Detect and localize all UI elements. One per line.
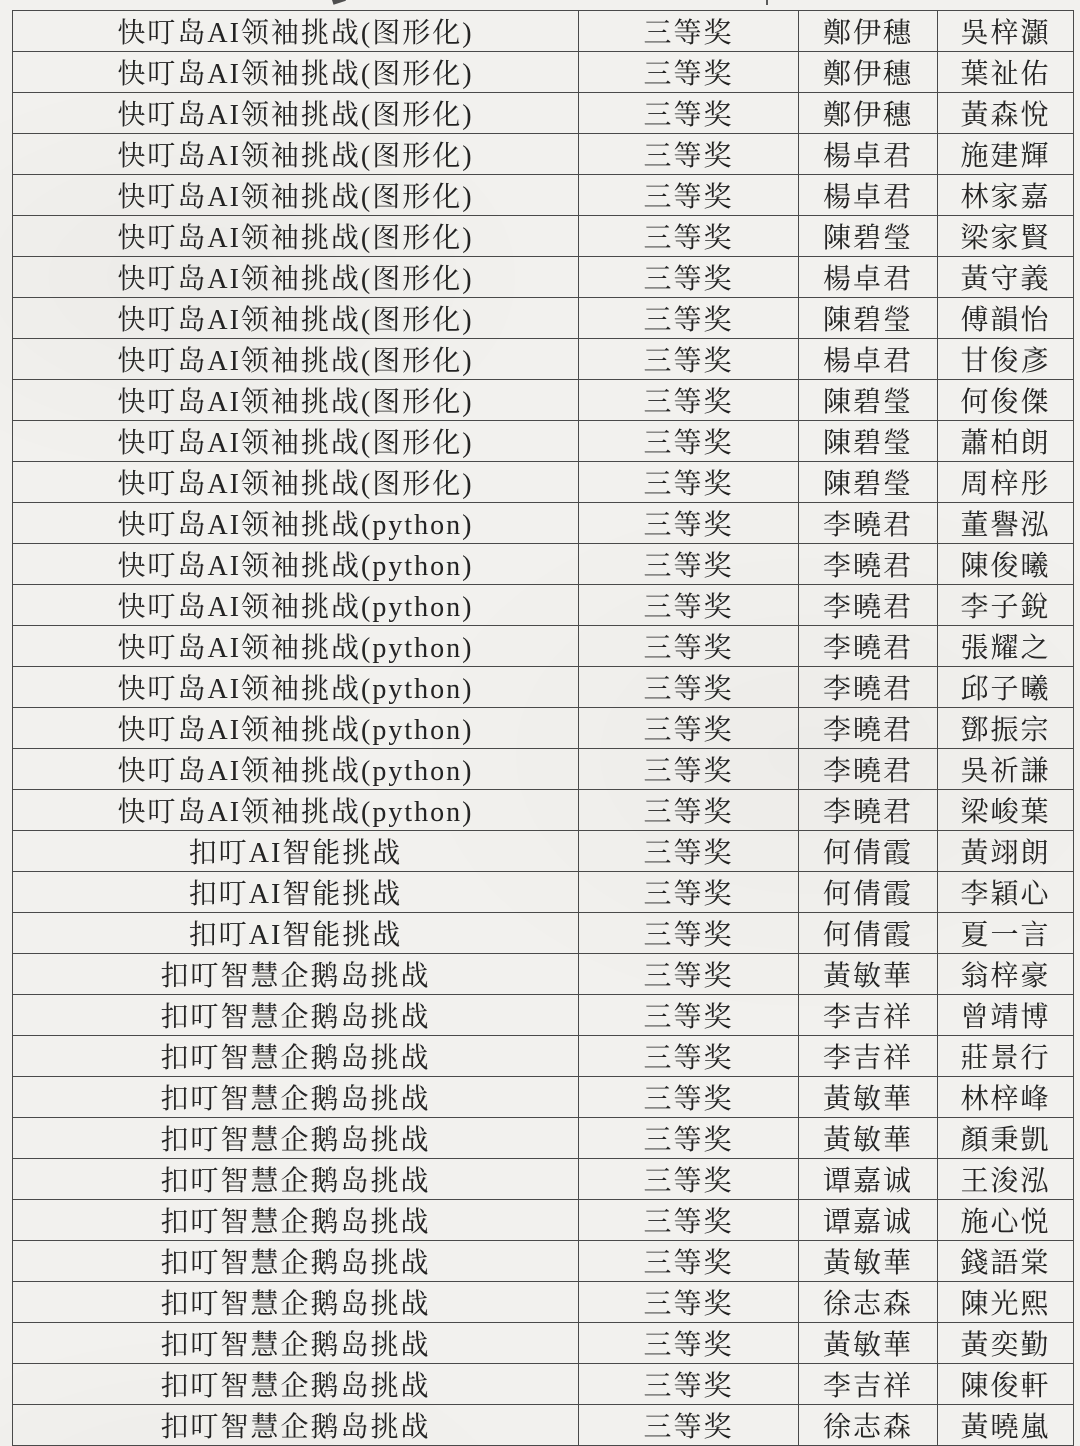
cell-student-name: 陳俊軒 — [938, 1364, 1074, 1405]
cell-teacher-name: 楊卓君 — [799, 339, 938, 380]
cell-competition-name: 快叮岛AI领袖挑战(图形化) — [13, 462, 579, 503]
cell-award-level: 三等奖 — [579, 1118, 799, 1159]
table-row — [13, 585, 1074, 626]
cell-competition-name: 快叮岛AI领袖挑战(图形化) — [13, 134, 579, 175]
table-row — [13, 298, 1074, 339]
table-row — [13, 626, 1074, 667]
cell-award-level: 三等奖 — [579, 544, 799, 585]
cell-student-name: 李穎心 — [938, 872, 1074, 913]
cell-teacher-name: 徐志森 — [799, 1282, 938, 1323]
cell-award-level: 三等奖 — [579, 216, 799, 257]
cell-teacher-name: 黃敏華 — [799, 1077, 938, 1118]
cell-competition-name: 快叮岛AI领袖挑战(图形化) — [13, 298, 579, 339]
cell-award-level: 三等奖 — [579, 954, 799, 995]
cell-student-name: 葉祉佑 — [938, 52, 1074, 93]
cell-student-name: 翁梓豪 — [938, 954, 1074, 995]
cell-student-name: 林梓峰 — [938, 1077, 1074, 1118]
cell-student-name: 施心悦 — [938, 1200, 1074, 1241]
cell-award-level: 三等奖 — [579, 1200, 799, 1241]
table-row — [13, 1282, 1074, 1323]
cell-competition-name: 扣叮智慧企鹅岛挑战 — [13, 1036, 579, 1077]
cell-award-level: 三等奖 — [579, 995, 799, 1036]
cell-award-level: 三等奖 — [579, 175, 799, 216]
table-row — [13, 134, 1074, 175]
cell-student-name: 曾靖博 — [938, 995, 1074, 1036]
cell-award-level: 三等奖 — [579, 626, 799, 667]
cell-student-name: 施建輝 — [938, 134, 1074, 175]
cell-teacher-name: 鄭伊穗 — [799, 52, 938, 93]
cell-teacher-name: 李曉君 — [799, 790, 938, 831]
table-row — [13, 667, 1074, 708]
cell-teacher-name: 何倩霞 — [799, 913, 938, 954]
cell-competition-name: 快叮岛AI领袖挑战(图形化) — [13, 421, 579, 462]
cell-teacher-name: 陳碧瑩 — [799, 421, 938, 462]
cell-award-level: 三等奖 — [579, 503, 799, 544]
cell-teacher-name: 鄭伊穗 — [799, 93, 938, 134]
cell-student-name: 莊景行 — [938, 1036, 1074, 1077]
cell-competition-name: 扣叮智慧企鹅岛挑战 — [13, 1323, 579, 1364]
cell-student-name: 梁峻葉 — [938, 790, 1074, 831]
cropped-row-remnant-tick — [766, 0, 768, 5]
cell-student-name: 吳梓灝 — [938, 11, 1074, 52]
cell-student-name: 黃森悅 — [938, 93, 1074, 134]
cell-competition-name: 扣叮智慧企鹅岛挑战 — [13, 954, 579, 995]
cell-teacher-name: 李曉君 — [799, 544, 938, 585]
cell-competition-name: 扣叮AI智能挑战 — [13, 913, 579, 954]
cell-teacher-name: 黃敏華 — [799, 1241, 938, 1282]
table-row — [13, 421, 1074, 462]
cell-student-name: 陳俊曦 — [938, 544, 1074, 585]
cell-teacher-name: 李吉祥 — [799, 1036, 938, 1077]
table-row — [13, 216, 1074, 257]
cell-award-level: 三等奖 — [579, 831, 799, 872]
cell-competition-name: 快叮岛AI领袖挑战(图形化) — [13, 257, 579, 298]
cell-student-name: 黃曉嵐 — [938, 1405, 1074, 1446]
cell-teacher-name: 李曉君 — [799, 667, 938, 708]
cell-competition-name: 扣叮智慧企鹅岛挑战 — [13, 1118, 579, 1159]
cell-student-name: 傅韻怡 — [938, 298, 1074, 339]
table-row — [13, 175, 1074, 216]
cell-student-name: 何俊傑 — [938, 380, 1074, 421]
cell-competition-name: 扣叮智慧企鹅岛挑战 — [13, 1159, 579, 1200]
table-row — [13, 790, 1074, 831]
table-row — [13, 380, 1074, 421]
cell-competition-name: 快叮岛AI领袖挑战(python) — [13, 708, 579, 749]
cell-competition-name: 扣叮智慧企鹅岛挑战 — [13, 995, 579, 1036]
cell-student-name: 周梓彤 — [938, 462, 1074, 503]
cell-award-level: 三等奖 — [579, 1364, 799, 1405]
cell-competition-name: 快叮岛AI领袖挑战(python) — [13, 790, 579, 831]
table-row — [13, 257, 1074, 298]
cell-award-level: 三等奖 — [579, 257, 799, 298]
cell-student-name: 甘俊彥 — [938, 339, 1074, 380]
cell-teacher-name: 黃敏華 — [799, 954, 938, 995]
cell-award-level: 三等奖 — [579, 1077, 799, 1118]
cell-student-name: 錢語棠 — [938, 1241, 1074, 1282]
cell-teacher-name: 陳碧瑩 — [799, 380, 938, 421]
table-row — [13, 749, 1074, 790]
cell-award-level: 三等奖 — [579, 1323, 799, 1364]
cell-teacher-name: 李曉君 — [799, 708, 938, 749]
cell-award-level: 三等奖 — [579, 1405, 799, 1446]
cell-competition-name: 快叮岛AI领袖挑战(图形化) — [13, 216, 579, 257]
table-row — [13, 1200, 1074, 1241]
table-row — [13, 995, 1074, 1036]
table-row — [13, 708, 1074, 749]
cell-student-name: 林家嘉 — [938, 175, 1074, 216]
table-row — [13, 339, 1074, 380]
cell-competition-name: 快叮岛AI领袖挑战(python) — [13, 749, 579, 790]
cell-student-name: 夏一言 — [938, 913, 1074, 954]
cell-competition-name: 扣叮AI智能挑战 — [13, 831, 579, 872]
cell-student-name: 梁家賢 — [938, 216, 1074, 257]
cell-student-name: 蕭柏朗 — [938, 421, 1074, 462]
cell-teacher-name: 黃敏華 — [799, 1118, 938, 1159]
cell-teacher-name: 鄭伊穗 — [799, 11, 938, 52]
table-row — [13, 1077, 1074, 1118]
cell-award-level: 三等奖 — [579, 667, 799, 708]
cell-award-level: 三等奖 — [579, 872, 799, 913]
cell-student-name: 黃翊朗 — [938, 831, 1074, 872]
cell-student-name: 黃守義 — [938, 257, 1074, 298]
awards-table-body — [13, 11, 1074, 1446]
cell-award-level: 三等奖 — [579, 585, 799, 626]
cell-student-name: 黃奕勤 — [938, 1323, 1074, 1364]
cell-teacher-name: 陳碧瑩 — [799, 298, 938, 339]
table-row — [13, 872, 1074, 913]
cell-award-level: 三等奖 — [579, 52, 799, 93]
table-row — [13, 1241, 1074, 1282]
cell-award-level: 三等奖 — [579, 462, 799, 503]
cell-teacher-name: 楊卓君 — [799, 134, 938, 175]
cell-competition-name: 扣叮智慧企鹅岛挑战 — [13, 1405, 579, 1446]
cell-competition-name: 快叮岛AI领袖挑战(python) — [13, 503, 579, 544]
cell-student-name: 王浚泓 — [938, 1159, 1074, 1200]
cell-teacher-name: 李吉祥 — [799, 995, 938, 1036]
cell-teacher-name: 谭嘉诚 — [799, 1159, 938, 1200]
cell-student-name: 陳光熙 — [938, 1282, 1074, 1323]
table-row — [13, 11, 1074, 52]
cell-teacher-name: 谭嘉诚 — [799, 1200, 938, 1241]
table-row — [13, 462, 1074, 503]
cell-award-level: 三等奖 — [579, 790, 799, 831]
cell-student-name: 李子銳 — [938, 585, 1074, 626]
cell-award-level: 三等奖 — [579, 339, 799, 380]
cell-student-name: 鄧振宗 — [938, 708, 1074, 749]
cell-student-name: 張耀之 — [938, 626, 1074, 667]
cell-competition-name: 快叮岛AI领袖挑战(图形化) — [13, 52, 579, 93]
cell-competition-name: 扣叮智慧企鹅岛挑战 — [13, 1364, 579, 1405]
cell-teacher-name: 李吉祥 — [799, 1364, 938, 1405]
table-row — [13, 1364, 1074, 1405]
table-row — [13, 503, 1074, 544]
cell-competition-name: 快叮岛AI领袖挑战(图形化) — [13, 11, 579, 52]
cell-competition-name: 快叮岛AI领袖挑战(python) — [13, 626, 579, 667]
cell-student-name: 董譽泓 — [938, 503, 1074, 544]
cell-award-level: 三等奖 — [579, 1282, 799, 1323]
cell-award-level: 三等奖 — [579, 913, 799, 954]
cell-teacher-name: 何倩霞 — [799, 831, 938, 872]
cell-teacher-name: 楊卓君 — [799, 175, 938, 216]
cell-teacher-name: 何倩霞 — [799, 872, 938, 913]
cell-award-level: 三等奖 — [579, 298, 799, 339]
cell-teacher-name: 陳碧瑩 — [799, 462, 938, 503]
cell-competition-name: 扣叮智慧企鹅岛挑战 — [13, 1077, 579, 1118]
table-row — [13, 544, 1074, 585]
cell-competition-name: 快叮岛AI领袖挑战(图形化) — [13, 93, 579, 134]
cell-award-level: 三等奖 — [579, 11, 799, 52]
table-row — [13, 1323, 1074, 1364]
cell-teacher-name: 陳碧瑩 — [799, 216, 938, 257]
cell-award-level: 三等奖 — [579, 380, 799, 421]
cell-award-level: 三等奖 — [579, 1036, 799, 1077]
cell-teacher-name: 李曉君 — [799, 585, 938, 626]
table-row — [13, 1159, 1074, 1200]
table-row — [13, 1118, 1074, 1159]
cell-competition-name: 快叮岛AI领袖挑战(图形化) — [13, 380, 579, 421]
cell-teacher-name: 李曉君 — [799, 749, 938, 790]
table-row — [13, 1405, 1074, 1446]
cell-award-level: 三等奖 — [579, 1159, 799, 1200]
cell-award-level: 三等奖 — [579, 93, 799, 134]
cell-teacher-name: 李曉君 — [799, 626, 938, 667]
table-row — [13, 93, 1074, 134]
cell-student-name: 吳祈謙 — [938, 749, 1074, 790]
cell-teacher-name: 黃敏華 — [799, 1323, 938, 1364]
table-row — [13, 831, 1074, 872]
cell-competition-name: 快叮岛AI领袖挑战(图形化) — [13, 339, 579, 380]
cell-competition-name: 扣叮AI智能挑战 — [13, 872, 579, 913]
table-row — [13, 954, 1074, 995]
cell-award-level: 三等奖 — [579, 749, 799, 790]
cell-competition-name: 扣叮智慧企鹅岛挑战 — [13, 1200, 579, 1241]
cell-student-name: 顏秉凱 — [938, 1118, 1074, 1159]
awards-table — [12, 10, 1074, 1446]
cell-teacher-name: 楊卓君 — [799, 257, 938, 298]
table-row — [13, 913, 1074, 954]
cell-competition-name: 快叮岛AI领袖挑战(python) — [13, 544, 579, 585]
cell-teacher-name: 李曉君 — [799, 503, 938, 544]
cell-award-level: 三等奖 — [579, 1241, 799, 1282]
cropped-row-remnant-stroke — [332, 0, 346, 5]
cell-student-name: 邱子曦 — [938, 667, 1074, 708]
cell-award-level: 三等奖 — [579, 708, 799, 749]
cell-award-level: 三等奖 — [579, 421, 799, 462]
table-row — [13, 52, 1074, 93]
cell-competition-name: 扣叮智慧企鹅岛挑战 — [13, 1241, 579, 1282]
cell-teacher-name: 徐志森 — [799, 1405, 938, 1446]
cell-competition-name: 扣叮智慧企鹅岛挑战 — [13, 1282, 579, 1323]
cell-competition-name: 快叮岛AI领袖挑战(python) — [13, 585, 579, 626]
cell-competition-name: 快叮岛AI领袖挑战(python) — [13, 667, 579, 708]
cell-award-level: 三等奖 — [579, 134, 799, 175]
cell-competition-name: 快叮岛AI领袖挑战(图形化) — [13, 175, 579, 216]
table-row — [13, 1036, 1074, 1077]
